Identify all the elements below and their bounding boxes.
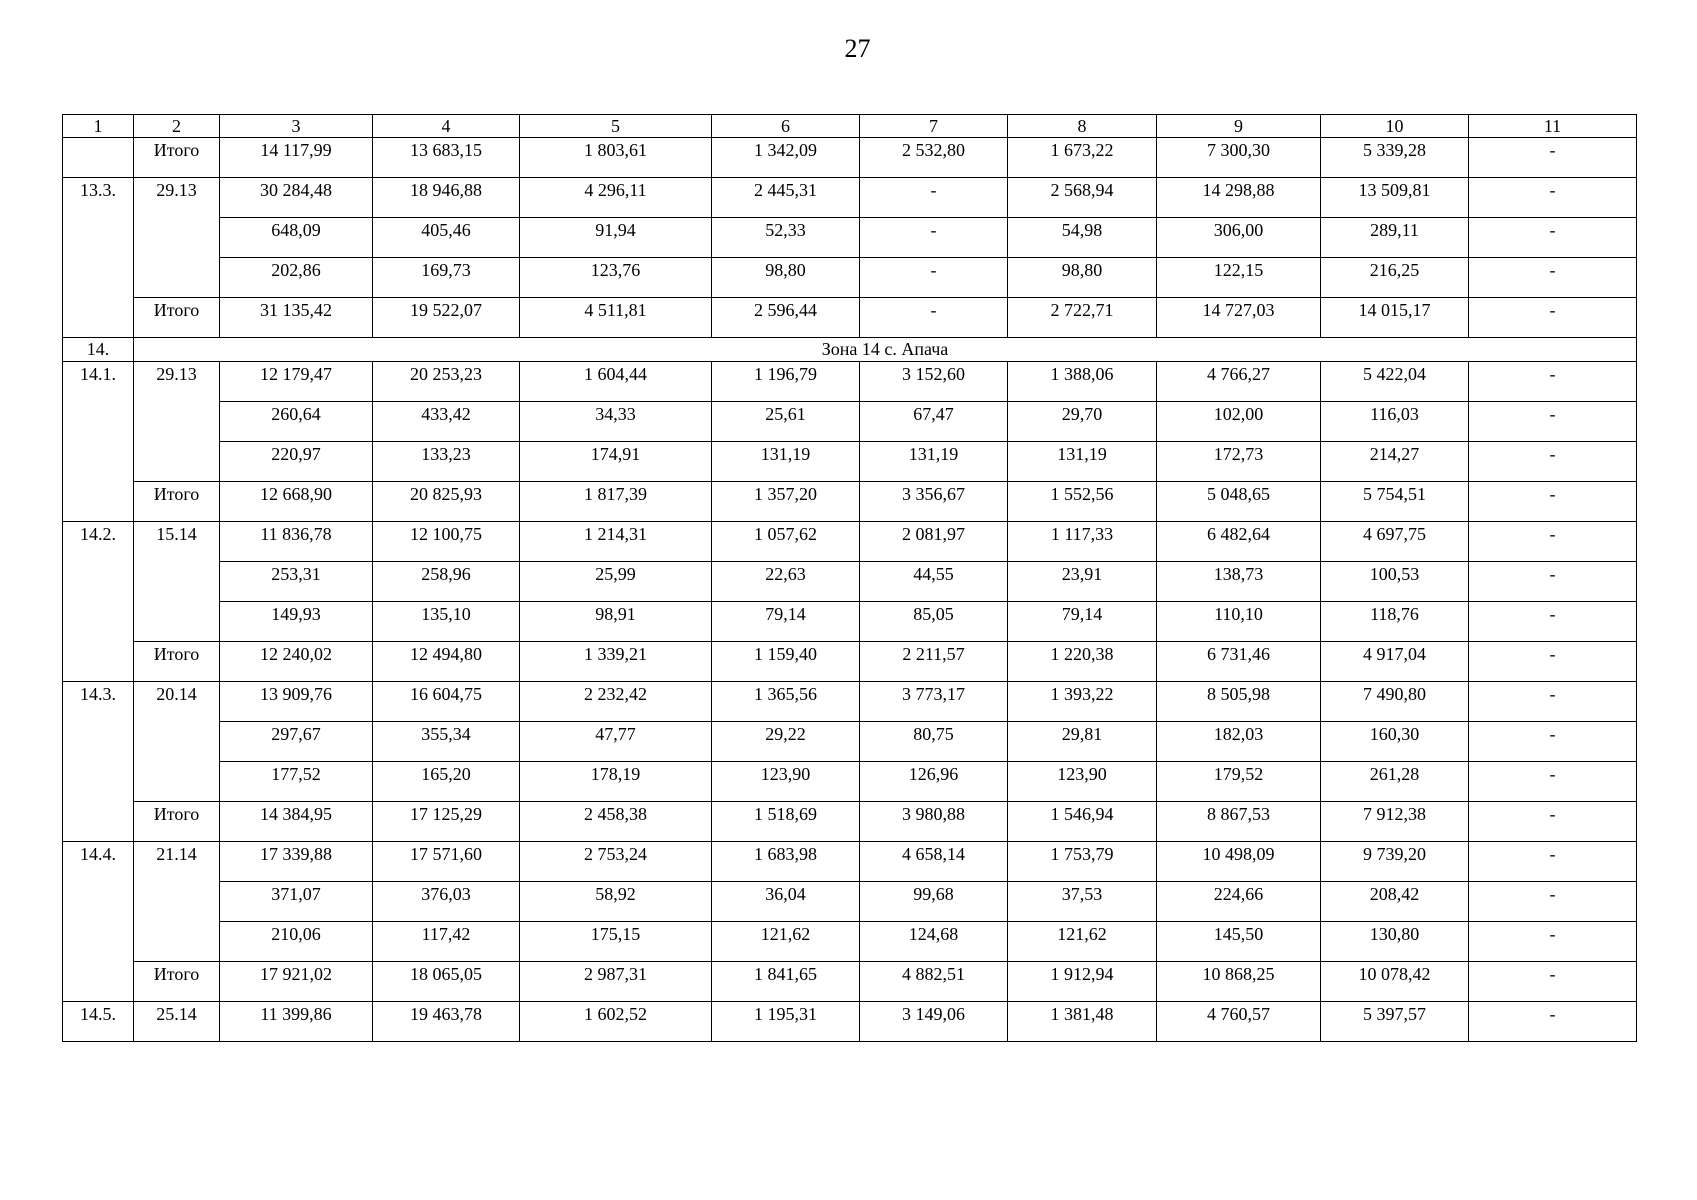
- value-cell: 130,80: [1321, 922, 1469, 962]
- value-cell: 253,31: [220, 562, 373, 602]
- value-cell: 110,10: [1157, 602, 1321, 642]
- value-cell: 2 211,57: [860, 642, 1008, 682]
- value-cell: 165,20: [373, 762, 520, 802]
- table-row: [63, 258, 1637, 298]
- value-cell: -: [1469, 1002, 1637, 1042]
- value-cell: 4 917,04: [1321, 642, 1469, 682]
- table-row: [63, 522, 1637, 562]
- value-cell: 12 494,80: [373, 642, 520, 682]
- value-cell: 12 179,47: [220, 362, 373, 402]
- value-cell: 7 912,38: [1321, 802, 1469, 842]
- value-cell: 7 300,30: [1157, 138, 1321, 178]
- value-cell: -: [1469, 842, 1637, 882]
- value-cell: 648,09: [220, 218, 373, 258]
- value-cell: 355,34: [373, 722, 520, 762]
- value-cell: 12 100,75: [373, 522, 520, 562]
- table-row: [63, 178, 1637, 218]
- value-cell: 261,28: [1321, 762, 1469, 802]
- row-number-cell: 14.4.: [63, 842, 134, 1002]
- header-cell: 9: [1157, 115, 1321, 138]
- value-cell: 10 498,09: [1157, 842, 1321, 882]
- value-cell: 1 342,09: [712, 138, 860, 178]
- value-cell: 17 339,88: [220, 842, 373, 882]
- value-cell: 19 463,78: [373, 1002, 520, 1042]
- value-cell: 1 803,61: [520, 138, 712, 178]
- value-cell: 1 381,48: [1008, 1002, 1157, 1042]
- header-cell: 4: [373, 115, 520, 138]
- header-cell: 10: [1321, 115, 1469, 138]
- value-cell: 202,86: [220, 258, 373, 298]
- value-cell: 34,33: [520, 402, 712, 442]
- value-cell: 20 825,93: [373, 482, 520, 522]
- value-cell: 6 482,64: [1157, 522, 1321, 562]
- value-cell: 138,73: [1157, 562, 1321, 602]
- value-cell: 1 196,79: [712, 362, 860, 402]
- table-row-total: [63, 802, 1637, 842]
- value-cell: 405,46: [373, 218, 520, 258]
- table-row: [63, 402, 1637, 442]
- value-cell: 121,62: [1008, 922, 1157, 962]
- value-cell: 174,91: [520, 442, 712, 482]
- value-cell: 131,19: [1008, 442, 1157, 482]
- zone-number-cell: 14.: [63, 338, 134, 362]
- value-cell: 224,66: [1157, 882, 1321, 922]
- value-cell: 1 117,33: [1008, 522, 1157, 562]
- value-cell: 2 722,71: [1008, 298, 1157, 338]
- table-row-total: [63, 298, 1637, 338]
- value-cell: 1 518,69: [712, 802, 860, 842]
- value-cell: 1 159,40: [712, 642, 860, 682]
- value-cell: 179,52: [1157, 762, 1321, 802]
- value-cell: 29,81: [1008, 722, 1157, 762]
- value-cell: 122,15: [1157, 258, 1321, 298]
- table-row-total: [63, 138, 1637, 178]
- table-row: [63, 218, 1637, 258]
- value-cell: 10 078,42: [1321, 962, 1469, 1002]
- header-row: [63, 115, 1637, 138]
- value-cell: 172,73: [1157, 442, 1321, 482]
- header-cell: 2: [134, 115, 220, 138]
- value-cell: 80,75: [860, 722, 1008, 762]
- code-cell: 20.14: [134, 682, 220, 802]
- value-cell: 123,76: [520, 258, 712, 298]
- value-cell: 54,98: [1008, 218, 1157, 258]
- value-cell: -: [860, 218, 1008, 258]
- value-cell: 102,00: [1157, 402, 1321, 442]
- table-row: [63, 762, 1637, 802]
- table-row: [63, 442, 1637, 482]
- header-cell: 11: [1469, 115, 1637, 138]
- value-cell: 145,50: [1157, 922, 1321, 962]
- value-cell: 10 868,25: [1157, 962, 1321, 1002]
- value-cell: 1 365,56: [712, 682, 860, 722]
- code-cell: 29.13: [134, 362, 220, 482]
- code-cell: 29.13: [134, 178, 220, 298]
- value-cell: 18 065,05: [373, 962, 520, 1002]
- value-cell: 182,03: [1157, 722, 1321, 762]
- value-cell: 2 568,94: [1008, 178, 1157, 218]
- value-cell: 5 754,51: [1321, 482, 1469, 522]
- value-cell: 85,05: [860, 602, 1008, 642]
- value-cell: -: [1469, 218, 1637, 258]
- value-cell: 126,96: [860, 762, 1008, 802]
- value-cell: 22,63: [712, 562, 860, 602]
- value-cell: 135,10: [373, 602, 520, 642]
- code-cell: 21.14: [134, 842, 220, 962]
- value-cell: -: [1469, 258, 1637, 298]
- value-cell: 1 817,39: [520, 482, 712, 522]
- value-cell: 44,55: [860, 562, 1008, 602]
- value-cell: 31 135,42: [220, 298, 373, 338]
- value-cell: 4 511,81: [520, 298, 712, 338]
- value-cell: 2 458,38: [520, 802, 712, 842]
- value-cell: -: [1469, 442, 1637, 482]
- value-cell: 6 731,46: [1157, 642, 1321, 682]
- value-cell: 8 505,98: [1157, 682, 1321, 722]
- value-cell: 18 946,88: [373, 178, 520, 218]
- value-cell: 149,93: [220, 602, 373, 642]
- value-cell: 5 339,28: [1321, 138, 1469, 178]
- value-cell: 20 253,23: [373, 362, 520, 402]
- row-number-cell: 14.2.: [63, 522, 134, 682]
- value-cell: 14 298,88: [1157, 178, 1321, 218]
- value-cell: 3 152,60: [860, 362, 1008, 402]
- value-cell: 3 356,67: [860, 482, 1008, 522]
- value-cell: 306,00: [1157, 218, 1321, 258]
- value-cell: 4 760,57: [1157, 1002, 1321, 1042]
- value-cell: 67,47: [860, 402, 1008, 442]
- value-cell: 131,19: [712, 442, 860, 482]
- value-cell: 4 882,51: [860, 962, 1008, 1002]
- value-cell: 116,03: [1321, 402, 1469, 442]
- value-cell: 178,19: [520, 762, 712, 802]
- value-cell: 98,80: [1008, 258, 1157, 298]
- total-label-cell: Итого: [134, 962, 220, 1002]
- value-cell: -: [860, 178, 1008, 218]
- value-cell: 297,67: [220, 722, 373, 762]
- value-cell: 17 125,29: [373, 802, 520, 842]
- value-cell: 1 546,94: [1008, 802, 1157, 842]
- value-cell: -: [1469, 722, 1637, 762]
- value-cell: 2 081,97: [860, 522, 1008, 562]
- value-cell: 19 522,07: [373, 298, 520, 338]
- data-table: [62, 114, 1637, 1042]
- value-cell: 8 867,53: [1157, 802, 1321, 842]
- value-cell: 433,42: [373, 402, 520, 442]
- value-cell: 79,14: [1008, 602, 1157, 642]
- total-label-cell: Итого: [134, 642, 220, 682]
- code-cell: 25.14: [134, 1002, 220, 1042]
- value-cell: 14 384,95: [220, 802, 373, 842]
- value-cell: 5 422,04: [1321, 362, 1469, 402]
- value-cell: 123,90: [1008, 762, 1157, 802]
- header-cell: 5: [520, 115, 712, 138]
- total-label-cell: Итого: [134, 298, 220, 338]
- table-row-total: [63, 962, 1637, 1002]
- total-label-cell: Итого: [134, 482, 220, 522]
- value-cell: 79,14: [712, 602, 860, 642]
- zone-title-cell: Зона 14 с. Апача: [134, 338, 1637, 362]
- value-cell: -: [1469, 298, 1637, 338]
- value-cell: -: [1469, 522, 1637, 562]
- value-cell: 260,64: [220, 402, 373, 442]
- value-cell: 1 214,31: [520, 522, 712, 562]
- value-cell: 52,33: [712, 218, 860, 258]
- value-cell: -: [1469, 882, 1637, 922]
- table-row: [63, 842, 1637, 882]
- value-cell: 1 602,52: [520, 1002, 712, 1042]
- header-cell: 8: [1008, 115, 1157, 138]
- value-cell: 177,52: [220, 762, 373, 802]
- table-row-total: [63, 482, 1637, 522]
- table-row: [63, 562, 1637, 602]
- value-cell: 58,92: [520, 882, 712, 922]
- row-number-cell: 14.1.: [63, 362, 134, 522]
- value-cell: 9 739,20: [1321, 842, 1469, 882]
- value-cell: 7 490,80: [1321, 682, 1469, 722]
- value-cell: 118,76: [1321, 602, 1469, 642]
- value-cell: 4 766,27: [1157, 362, 1321, 402]
- value-cell: 1 393,22: [1008, 682, 1157, 722]
- value-cell: 117,42: [373, 922, 520, 962]
- value-cell: 3 980,88: [860, 802, 1008, 842]
- value-cell: 100,53: [1321, 562, 1469, 602]
- value-cell: 220,97: [220, 442, 373, 482]
- value-cell: 1 912,94: [1008, 962, 1157, 1002]
- table-row: [63, 682, 1637, 722]
- value-cell: 37,53: [1008, 882, 1157, 922]
- value-cell: 1 753,79: [1008, 842, 1157, 882]
- value-cell: 13 509,81: [1321, 178, 1469, 218]
- value-cell: -: [1469, 138, 1637, 178]
- value-cell: 91,94: [520, 218, 712, 258]
- value-cell: 3 773,17: [860, 682, 1008, 722]
- total-label-cell: Итого: [134, 802, 220, 842]
- value-cell: 98,80: [712, 258, 860, 298]
- value-cell: -: [1469, 642, 1637, 682]
- value-cell: -: [1469, 562, 1637, 602]
- total-label-cell: Итого: [134, 138, 220, 178]
- value-cell: 17 571,60: [373, 842, 520, 882]
- value-cell: 36,04: [712, 882, 860, 922]
- value-cell: 133,23: [373, 442, 520, 482]
- value-cell: -: [860, 298, 1008, 338]
- value-cell: 175,15: [520, 922, 712, 962]
- value-cell: 131,19: [860, 442, 1008, 482]
- value-cell: 11 836,78: [220, 522, 373, 562]
- header-cell: 7: [860, 115, 1008, 138]
- value-cell: 1 604,44: [520, 362, 712, 402]
- header-cell: 6: [712, 115, 860, 138]
- value-cell: -: [1469, 922, 1637, 962]
- value-cell: -: [1469, 802, 1637, 842]
- value-cell: 29,70: [1008, 402, 1157, 442]
- value-cell: 47,77: [520, 722, 712, 762]
- value-cell: 23,91: [1008, 562, 1157, 602]
- value-cell: 14 015,17: [1321, 298, 1469, 338]
- row-number-cell: 13.3.: [63, 178, 134, 338]
- table-row-total: [63, 642, 1637, 682]
- value-cell: 2 753,24: [520, 842, 712, 882]
- value-cell: 99,68: [860, 882, 1008, 922]
- value-cell: 123,90: [712, 762, 860, 802]
- value-cell: 1 841,65: [712, 962, 860, 1002]
- value-cell: 1 357,20: [712, 482, 860, 522]
- table-row: [63, 882, 1637, 922]
- value-cell: 2 445,31: [712, 178, 860, 218]
- value-cell: -: [1469, 402, 1637, 442]
- value-cell: 2 232,42: [520, 682, 712, 722]
- value-cell: 2 987,31: [520, 962, 712, 1002]
- value-cell: 98,91: [520, 602, 712, 642]
- value-cell: 16 604,75: [373, 682, 520, 722]
- value-cell: 4 658,14: [860, 842, 1008, 882]
- value-cell: -: [1469, 682, 1637, 722]
- value-cell: 30 284,48: [220, 178, 373, 218]
- value-cell: 2 532,80: [860, 138, 1008, 178]
- row-number-cell: 14.3.: [63, 682, 134, 842]
- value-cell: 1 195,31: [712, 1002, 860, 1042]
- value-cell: 121,62: [712, 922, 860, 962]
- value-cell: 4 296,11: [520, 178, 712, 218]
- value-cell: 3 149,06: [860, 1002, 1008, 1042]
- value-cell: 25,99: [520, 562, 712, 602]
- row-number-cell: 14.5.: [63, 1002, 134, 1042]
- value-cell: 13 909,76: [220, 682, 373, 722]
- code-cell: 15.14: [134, 522, 220, 642]
- value-cell: 258,96: [373, 562, 520, 602]
- value-cell: 12 668,90: [220, 482, 373, 522]
- table-row: [63, 602, 1637, 642]
- table-row: [63, 362, 1637, 402]
- value-cell: 14 117,99: [220, 138, 373, 178]
- value-cell: 25,61: [712, 402, 860, 442]
- table-row: [63, 1002, 1637, 1042]
- value-cell: 29,22: [712, 722, 860, 762]
- value-cell: 169,73: [373, 258, 520, 298]
- value-cell: 12 240,02: [220, 642, 373, 682]
- value-cell: 289,11: [1321, 218, 1469, 258]
- value-cell: 1 673,22: [1008, 138, 1157, 178]
- value-cell: 14 727,03: [1157, 298, 1321, 338]
- value-cell: 160,30: [1321, 722, 1469, 762]
- value-cell: -: [1469, 962, 1637, 1002]
- value-cell: 1 552,56: [1008, 482, 1157, 522]
- value-cell: -: [1469, 482, 1637, 522]
- value-cell: 5 048,65: [1157, 482, 1321, 522]
- value-cell: -: [1469, 362, 1637, 402]
- value-cell: 124,68: [860, 922, 1008, 962]
- header-cell: 1: [63, 115, 134, 138]
- table-row: [63, 922, 1637, 962]
- value-cell: 371,07: [220, 882, 373, 922]
- value-cell: -: [1469, 602, 1637, 642]
- value-cell: 5 397,57: [1321, 1002, 1469, 1042]
- value-cell: 17 921,02: [220, 962, 373, 1002]
- value-cell: 1 683,98: [712, 842, 860, 882]
- value-cell: 214,27: [1321, 442, 1469, 482]
- value-cell: 208,42: [1321, 882, 1469, 922]
- value-cell: 210,06: [220, 922, 373, 962]
- value-cell: -: [1469, 762, 1637, 802]
- value-cell: 216,25: [1321, 258, 1469, 298]
- value-cell: -: [860, 258, 1008, 298]
- value-cell: 376,03: [373, 882, 520, 922]
- zone-row: [63, 338, 1637, 362]
- value-cell: 1 057,62: [712, 522, 860, 562]
- value-cell: 1 339,21: [520, 642, 712, 682]
- value-cell: 13 683,15: [373, 138, 520, 178]
- header-cell: 3: [220, 115, 373, 138]
- value-cell: -: [1469, 178, 1637, 218]
- table-row: [63, 722, 1637, 762]
- value-cell: 4 697,75: [1321, 522, 1469, 562]
- value-cell: 2 596,44: [712, 298, 860, 338]
- value-cell: 1 220,38: [1008, 642, 1157, 682]
- value-cell: 11 399,86: [220, 1002, 373, 1042]
- number-cell: [63, 138, 134, 178]
- value-cell: 1 388,06: [1008, 362, 1157, 402]
- page-number: 27: [844, 34, 871, 63]
